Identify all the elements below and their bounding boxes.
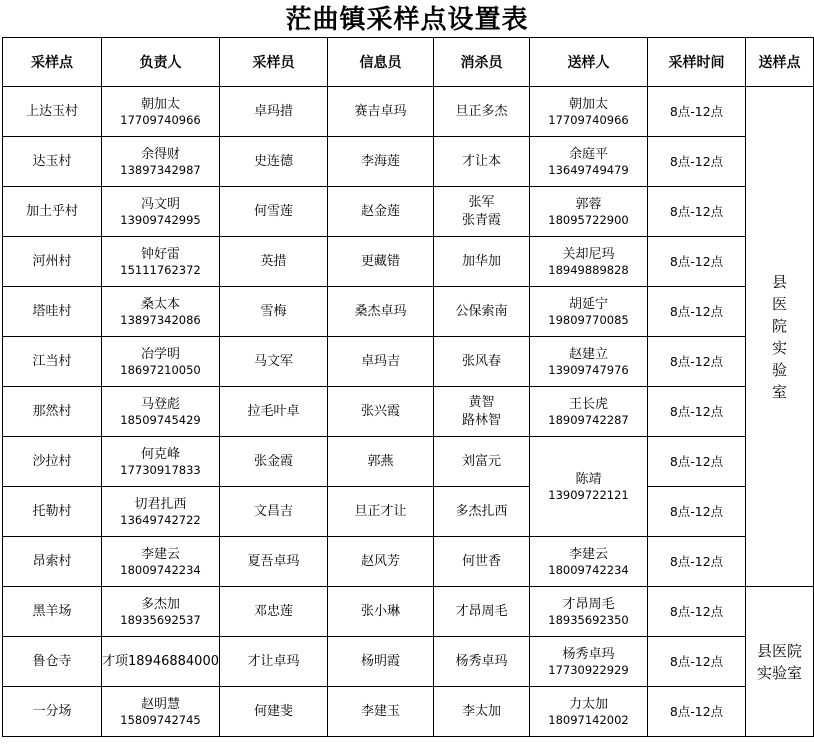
leader-cell[interactable] — [102, 687, 220, 737]
disinfector-cell[interactable] — [434, 237, 530, 287]
leader-phone: 15111762372 — [120, 262, 201, 277]
sheet-title: 茫曲镇采样点设置表 — [285, 5, 529, 35]
sampling-point-cell[interactable]: 昂索村 — [3, 537, 102, 587]
sender-name: 王长虎 — [568, 396, 608, 412]
sampling-time-cell[interactable]: 8点-12点 — [648, 237, 746, 287]
sampling-point-cell[interactable]: 那然村 — [3, 387, 102, 437]
sampling-point-cell[interactable]: 一分场 — [3, 687, 102, 737]
disinfector-name: 张风春 — [461, 353, 501, 369]
info-officer-cell[interactable]: 李建玉 — [328, 687, 434, 737]
sender-cell[interactable] — [530, 237, 648, 287]
table-row — [3, 87, 814, 137]
disinfector-name: 才让本 — [461, 153, 501, 169]
sender-name: 力太加 — [568, 696, 608, 712]
header-cell[interactable]: 消杀员 — [434, 38, 530, 87]
sender-cell[interactable] — [530, 687, 648, 737]
sampler-cell[interactable]: 夏吾卓玛 — [220, 537, 328, 587]
leader-cell[interactable] — [102, 437, 220, 487]
sender-phone: 19809770085 — [548, 312, 629, 327]
disinfector-name: 刘富元 — [461, 453, 501, 469]
sender-cell[interactable] — [530, 637, 648, 687]
leader-name: 朝加太 — [140, 96, 180, 112]
leader-phone: 18009742234 — [120, 562, 201, 577]
sampling-point-cell[interactable]: 塔哇村 — [3, 287, 102, 337]
disinfector-name: 杨秀卓玛 — [455, 653, 508, 669]
table-row — [3, 137, 814, 187]
disinfector-name: 多杰扎西 — [455, 503, 508, 519]
sampling-time-cell[interactable]: 8点-12点 — [648, 387, 746, 437]
sampling-point-cell[interactable]: 黑羊场 — [3, 587, 102, 637]
sender-phone: 18097142002 — [548, 712, 629, 727]
sender-name: 才昂周毛 — [562, 596, 615, 612]
disinfector-name: 黄智 — [468, 394, 495, 410]
leader-cell[interactable] — [102, 187, 220, 237]
info-officer-cell[interactable]: 赵风芳 — [328, 537, 434, 587]
info-officer-cell[interactable]: 杨明霞 — [328, 637, 434, 687]
sampler-cell[interactable]: 拉毛叶卓 — [220, 387, 328, 437]
sampling-time-cell[interactable]: 8点-12点 — [648, 137, 746, 187]
table-row — [3, 637, 814, 687]
sender-cell[interactable] — [530, 87, 648, 137]
disinfector-name: 旦正多杰 — [455, 103, 508, 119]
disinfector-name: 公保索南 — [455, 303, 508, 319]
sampling-time-cell[interactable]: 8点-12点 — [648, 587, 746, 637]
disinfector-cell[interactable] — [434, 437, 530, 487]
info-officer-cell[interactable]: 张兴霞 — [328, 387, 434, 437]
disinfector-cell[interactable] — [434, 287, 530, 337]
sender-phone: 13649749479 — [548, 162, 629, 177]
disinfector-cell[interactable] — [434, 137, 530, 187]
sampling-point-cell[interactable]: 上达玉村 — [3, 87, 102, 137]
leader-cell[interactable] — [102, 537, 220, 587]
leader-name: 何克峰 — [140, 446, 180, 462]
header-cell[interactable]: 采样员 — [220, 38, 328, 87]
leader-phone: 13909742995 — [120, 212, 201, 227]
delivery-lab-label-line: 县医院 — [756, 641, 802, 660]
sender-cell[interactable] — [530, 337, 648, 387]
leader-phone: 13897342987 — [120, 162, 201, 177]
table-row — [3, 387, 814, 437]
delivery-lab-cell[interactable] — [746, 87, 814, 587]
leader-cell[interactable] — [102, 337, 220, 387]
leader-phone: 17730917833 — [120, 462, 201, 477]
sender-cell[interactable] — [530, 137, 648, 187]
sender-name: 余庭平 — [568, 146, 608, 162]
leader-name: 赵明慧 — [140, 696, 180, 712]
sender-phone: 17730922929 — [548, 662, 629, 677]
sender-phone: 18949889828 — [548, 262, 629, 277]
info-officer-cell[interactable]: 卓玛吉 — [328, 337, 434, 387]
sender-name: 陈靖 — [575, 471, 602, 487]
header-cell[interactable]: 负责人 — [102, 38, 220, 87]
leader-cell[interactable] — [102, 487, 220, 537]
sampling-time-cell[interactable]: 8点-12点 — [648, 187, 746, 237]
leader-phone: 13897342086 — [120, 312, 201, 327]
sender-name: 李建云 — [568, 546, 608, 562]
disinfector-cell[interactable] — [434, 387, 530, 437]
delivery-lab-label: 县医院实验室 — [771, 272, 787, 401]
header-cell[interactable]: 信息员 — [328, 38, 434, 87]
table-row — [3, 537, 814, 587]
sampler-cell[interactable]: 史连德 — [220, 137, 328, 187]
sender-phone: 18909742287 — [548, 412, 629, 427]
leader-cell[interactable] — [102, 387, 220, 437]
table-row — [3, 187, 814, 237]
leader-name: 马登彪 — [140, 396, 180, 412]
sampling-table — [2, 37, 814, 737]
leader-phone: 13649742722 — [120, 512, 201, 527]
leader-name: 冶学明 — [140, 346, 180, 362]
sampler-cell[interactable]: 卓玛措 — [220, 87, 328, 137]
sampling-point-cell[interactable]: 沙拉村 — [3, 437, 102, 487]
table-row — [3, 437, 814, 487]
info-officer-cell[interactable]: 郭燕 — [328, 437, 434, 487]
leader-phone: 18697210050 — [120, 362, 201, 377]
leader-phone: 18935692537 — [120, 612, 201, 627]
disinfector-cell[interactable] — [434, 187, 530, 237]
delivery-lab-label-line: 实验室 — [756, 663, 802, 682]
sampler-cell[interactable]: 邓忠莲 — [220, 587, 328, 637]
sampling-point-cell[interactable]: 鲁仓寺 — [3, 637, 102, 687]
leader-name: 桑太本 — [140, 296, 180, 312]
info-officer-cell[interactable]: 旦正才让 — [328, 487, 434, 537]
disinfector-cell[interactable] — [434, 687, 530, 737]
sender-phone: 18935692350 — [548, 612, 629, 627]
sampling-point-cell[interactable]: 达玉村 — [3, 137, 102, 187]
sampler-cell[interactable]: 英措 — [220, 237, 328, 287]
sampler-cell[interactable]: 马文军 — [220, 337, 328, 387]
info-officer-cell[interactable]: 赵金莲 — [328, 187, 434, 237]
sender-cell[interactable] — [530, 387, 648, 437]
sampler-cell[interactable]: 雪梅 — [220, 287, 328, 337]
leader-name: 切君扎西 — [134, 496, 187, 512]
table-row — [3, 237, 814, 287]
leader-phone: 15809742745 — [120, 712, 201, 727]
info-officer-cell[interactable]: 张小琳 — [328, 587, 434, 637]
sampler-cell[interactable]: 何雪莲 — [220, 187, 328, 237]
sender-phone: 18095722900 — [548, 212, 629, 227]
info-officer-cell[interactable]: 更藏错 — [328, 237, 434, 287]
leader-name: 钟好雷 — [140, 246, 180, 262]
disinfector-name: 李太加 — [461, 703, 501, 719]
sampler-cell[interactable]: 何建斐 — [220, 687, 328, 737]
table-row — [3, 337, 814, 387]
info-officer-cell[interactable]: 赛吉卓玛 — [328, 87, 434, 137]
sender-cell[interactable] — [530, 587, 648, 637]
sampling-time-cell[interactable]: 8点-12点 — [648, 437, 746, 487]
table-row — [3, 687, 814, 737]
disinfector-cell[interactable] — [434, 587, 530, 637]
sampling-time-cell[interactable]: 8点-12点 — [648, 87, 746, 137]
sampling-time-cell[interactable]: 8点-12点 — [648, 637, 746, 687]
sender-name: 赵建立 — [568, 346, 608, 362]
sender-cell[interactable] — [530, 437, 648, 537]
leader-name: 李建云 — [140, 546, 180, 562]
sender-phone: 17709740966 — [548, 112, 629, 127]
disinfector-name: 何世香 — [461, 553, 501, 569]
header-cell[interactable]: 送样人 — [530, 38, 648, 87]
sender-phone: 13909722121 — [548, 487, 629, 502]
sampler-cell[interactable]: 文昌吉 — [220, 487, 328, 537]
delivery-lab-cell[interactable] — [746, 587, 814, 737]
sampling-time-cell[interactable]: 8点-12点 — [648, 287, 746, 337]
sampling-time-cell[interactable]: 8点-12点 — [648, 537, 746, 587]
sender-cell[interactable] — [530, 187, 648, 237]
disinfector-cell[interactable] — [434, 337, 530, 387]
leader-name: 余得财 — [140, 146, 180, 162]
sender-name: 郭蓉 — [575, 196, 602, 212]
sender-cell[interactable] — [530, 537, 648, 587]
disinfector-cell[interactable] — [434, 637, 530, 687]
header-cell[interactable]: 采样时间 — [648, 38, 746, 87]
leader-cell[interactable] — [102, 237, 220, 287]
table-row — [3, 287, 814, 337]
disinfector-name: 路林智 — [461, 412, 501, 428]
header-cell[interactable]: 送样点 — [746, 38, 814, 87]
sampling-time-cell[interactable]: 8点-12点 — [648, 487, 746, 537]
header-row — [3, 38, 814, 87]
sampling-point-cell[interactable]: 加土乎村 — [3, 187, 102, 237]
disinfector-cell[interactable] — [434, 537, 530, 587]
sampling-time-cell[interactable]: 8点-12点 — [648, 337, 746, 387]
sender-name: 杨秀卓玛 — [562, 646, 615, 662]
sampling-point-cell[interactable]: 托勒村 — [3, 487, 102, 537]
sender-cell[interactable] — [530, 287, 648, 337]
leader-cell[interactable] — [102, 637, 220, 687]
sender-name: 胡延宁 — [568, 296, 608, 312]
leader-cell[interactable] — [102, 587, 220, 637]
sender-name: 关却尼玛 — [562, 246, 615, 262]
info-officer-cell[interactable]: 桑杰卓玛 — [328, 287, 434, 337]
table-row — [3, 587, 814, 637]
leader-name: 冯文明 — [140, 196, 180, 212]
leader-cell[interactable] — [102, 87, 220, 137]
disinfector-name: 才昂周毛 — [455, 603, 508, 619]
info-officer-cell[interactable]: 李海莲 — [328, 137, 434, 187]
sender-name: 朝加太 — [568, 96, 608, 112]
sampler-cell[interactable]: 张金霞 — [220, 437, 328, 487]
disinfector-cell[interactable] — [434, 487, 530, 537]
sender-phone: 18009742234 — [548, 562, 629, 577]
table-row — [3, 487, 814, 537]
disinfector-name: 加华加 — [461, 253, 501, 269]
sampling-time-cell[interactable]: 8点-12点 — [648, 687, 746, 737]
sender-phone: 13909747976 — [548, 362, 629, 377]
leader-cell[interactable] — [102, 287, 220, 337]
leader-name: 多杰加 — [140, 596, 180, 612]
leader-phone: 17709740966 — [120, 112, 201, 127]
leader-name-phone: 才项18946884000 — [102, 654, 219, 669]
leader-cell[interactable] — [102, 137, 220, 187]
disinfector-name: 张青霞 — [461, 212, 501, 228]
sampler-cell[interactable]: 才让卓玛 — [220, 637, 328, 687]
disinfector-name: 张军 — [468, 194, 495, 210]
disinfector-cell[interactable] — [434, 87, 530, 137]
sampling-point-cell[interactable]: 江当村 — [3, 337, 102, 387]
leader-phone: 18509745429 — [120, 412, 201, 427]
sampling-point-cell[interactable]: 河州村 — [3, 237, 102, 287]
header-cell[interactable]: 采样点 — [3, 38, 102, 87]
